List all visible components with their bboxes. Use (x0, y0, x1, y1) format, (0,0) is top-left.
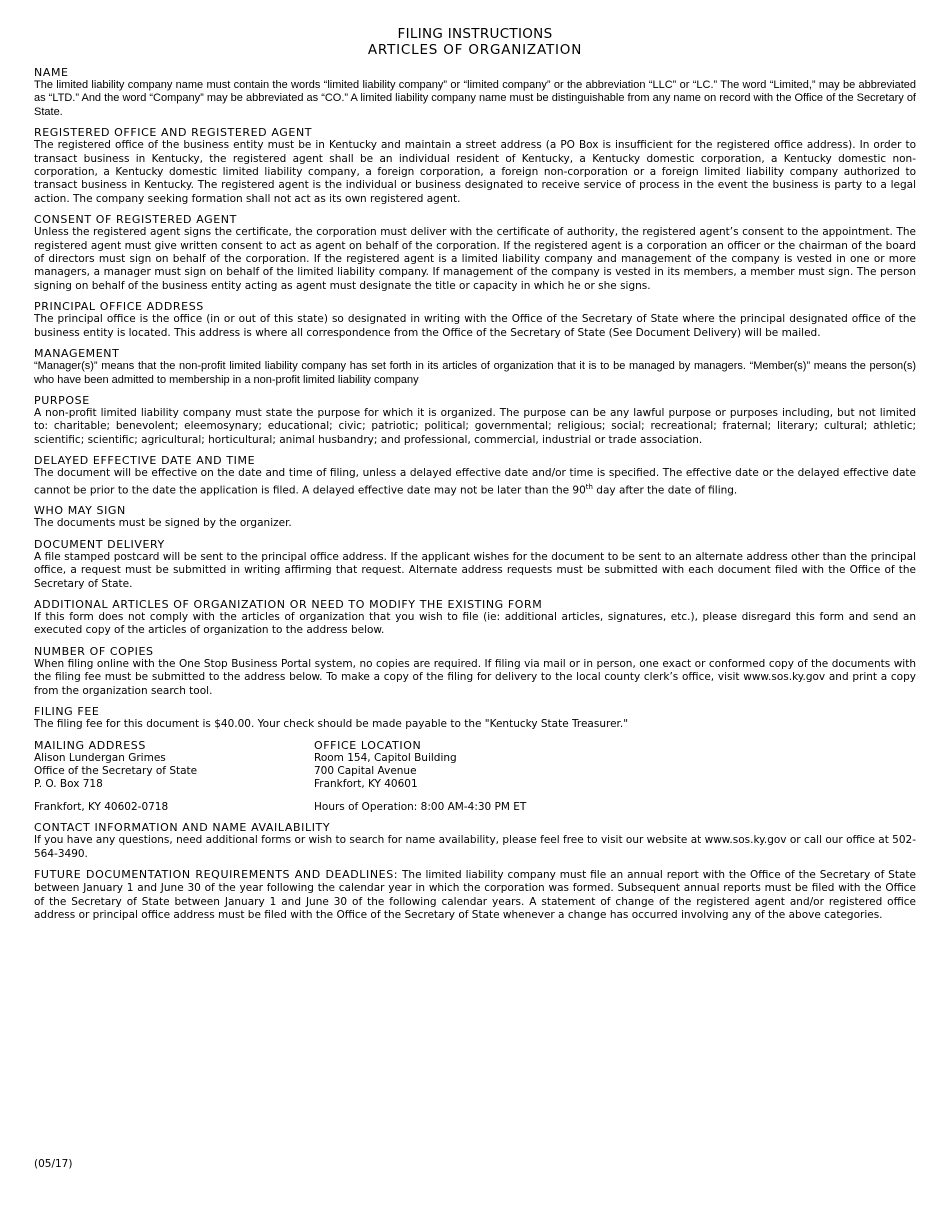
section-heading: DOCUMENT DELIVERY (34, 537, 165, 551)
address-block (34, 739, 916, 815)
section-name (34, 66, 916, 119)
section-text: A file stamped postcard will be sent to the principal office address. If the applicant wishes for the document to be sent to an alternate address other than the principal office, a request must be submitted in writing affirming that request. Alternate address requests must be submitted with each document filed with the Office of the Secretary of State. (34, 550, 916, 590)
text-before: The document will be effective on the date and time of filing, unless a delayed effective date and/or time is specified. The effective date or the delayed effective date cannot be prior to the date the application is filed. A delayed effective date may not be later than the 90 (34, 467, 916, 497)
section-text (34, 467, 916, 497)
office-line: 700 Capital Avenue (314, 764, 417, 777)
section-purpose (34, 394, 916, 447)
section-who-may-sign (34, 504, 916, 530)
section-filing-fee (34, 705, 916, 731)
section-heading: FILING FEE (34, 705, 100, 719)
section-text: The limited liability company name must contain the words “limited liability company” or “limited company” or the abbreviation “LLC” or “LC.” The word “Limited,” may be abbreviated as “LTD.” And the word “Company” may be abbreviated as “CO.” A limited liability company name must be distinguishable from any name on record with the Office of the Secretary of State. (34, 79, 916, 118)
section-text: “Manager(s)” means that the non-profit limited liability company has set forth in its articles of organization that it is to be managed by managers. “Member(s)” means the person(s) who have been admitted to membership in a non-profit limited liability company (34, 360, 916, 386)
section-document-delivery (34, 538, 916, 591)
title-line-1: FILING INSTRUCTIONS (397, 26, 553, 42)
office-hours: Hours of Operation: 8:00 AM-4:30 PM ET (314, 800, 527, 813)
section-text: Unless the registered agent signs the certificate, the corporation must deliver with the certificate of authority, the registered agent’s consent to the appointment. The registered agent must give written consent to act as agent on behalf of the corporation. If the registered agent is a corporation an officer or the chairman of the board of directors must sign on behalf of the corporation. If the registered agent is a limited liability company and management of the company is vested in one or more managers, a manager must sign on behalf of the limited liability company. If management of the company is vested in its members, a member must sign. The person signing on behalf of the business entity acting as agent must designate the title or capacity in which he or she signs. (34, 226, 916, 292)
section-text: The filing fee for this document is $40.00. Your check should be made payable to the "Kentucky State Treasurer." (34, 718, 629, 731)
section-principal-office (34, 300, 916, 340)
section-heading: FUTURE DOCUMENTATION REQUIREMENTS AND DEADLINES: (34, 867, 399, 881)
section-future-requirements (34, 868, 916, 923)
mailing-line: P. O. Box 718 (34, 778, 103, 791)
section-text: The principal office is the office (in or out of this state) so designated in writing with the Office of the Secretary of State where the principal designated office of the business entity is located. This address is where all correspondence from the Office of the Secretary of State (See Document Delivery) will be mailed. (34, 313, 916, 339)
section-text: A non-profit limited liability company must state the purpose for which it is organized. The purpose can be any lawful purpose or purposes including, but not limited to: charitable; benevolent; eleemosynary; educational; civic; patriotic; political; governmental; religious; social; recreational; fraternal; literary; cultural; athletic; scientific; scientific; agricultural; horticultural; animal husbandry; and professional, commercial, industrial or trade association. (34, 406, 916, 446)
mailing-address (34, 739, 314, 815)
mailing-line: Office of the Secretary of State (34, 764, 198, 777)
section-management (34, 347, 916, 387)
text-after: day after the date of filing. (592, 484, 738, 497)
title-line-2: ARTICLES OF ORGANIZATION (367, 42, 583, 58)
section-heading: PURPOSE (34, 393, 90, 407)
section-heading: ADDITIONAL ARTICLES OF ORGANIZATION OR NEED TO MODIFY THE EXISTING FORM (34, 598, 543, 612)
section-heading: PRINCIPAL OFFICE ADDRESS (34, 300, 204, 314)
office-heading: OFFICE LOCATION (314, 738, 422, 752)
section-text: If you have any questions, need additional forms or wish to search for name availability, please feel free to visit our website at www.sos.ky.gov or call our office at 502-564-3490. (34, 834, 916, 860)
page-title (34, 26, 916, 58)
section-heading: MANAGEMENT (34, 347, 120, 361)
section-heading: REGISTERED OFFICE AND REGISTERED AGENT (34, 126, 313, 140)
section-registered-office (34, 126, 916, 206)
section-text (34, 868, 916, 923)
section-heading: CONTACT INFORMATION AND NAME AVAILABILITY (34, 821, 331, 835)
section-number-of-copies (34, 645, 916, 698)
mailing-line: Alison Lundergan Grimes (34, 751, 166, 764)
section-text: The documents must be signed by the organizer. (34, 517, 292, 530)
future-text: The limited liability company must file an annual report with the Office of the Secretary of State between January 1 and June 30 of the year following the calendar year in which the corporation was formed. Subsequent annual reports must be filed with the Office of the Secretary of State between January 1 and June 30 of the following calendar years. A statement of change of the registered agent and/or registered office address or principal office address must be filed with the Office of the Secretary of State whenever a change has occurred involving any of the above categories. (34, 868, 916, 922)
section-heading: NAME (34, 66, 69, 79)
section-delayed-effective-date (34, 454, 916, 497)
section-text: If this form does not comply with the articles of organization that you wish to file (ie: additional articles, signatures, etc.), please disregard this form and send an executed copy of the articles of organization to the address below. (34, 611, 916, 637)
office-line: Frankfort, KY 40601 (314, 778, 418, 791)
section-additional-articles (34, 598, 916, 638)
ordinal-suffix: th (585, 482, 593, 491)
revision-date: (05/17) (34, 1158, 73, 1170)
section-heading: CONSENT OF REGISTERED AGENT (34, 213, 237, 227)
section-contact (34, 821, 916, 861)
section-heading: DELAYED EFFECTIVE DATE AND TIME (34, 454, 256, 468)
section-heading: WHO MAY SIGN (34, 504, 126, 518)
office-line: Room 154, Capitol Building (314, 751, 457, 764)
section-heading: NUMBER OF COPIES (34, 644, 154, 658)
section-consent (34, 213, 916, 293)
office-location (314, 739, 614, 815)
mailing-line: Frankfort, KY 40602-0718 (34, 800, 169, 813)
section-text: When filing online with the One Stop Business Portal system, no copies are required. If filing via mail or in person, one exact or conformed copy of the documents with the filing fee must be submitted to the address below. To make a copy of the filing for delivery to the local county clerk’s office, visit www.sos.ky.gov and print a copy from the organization search tool. (34, 657, 916, 697)
section-text: The registered office of the business entity must be in Kentucky and maintain a street address (a PO Box is insufficient for the registered office address). In order to transact business in Kentucky, the registered agent shall be an individual resident of Kentucky, a Kentucky domestic corporation, a Kentucky domestic non-corporation, a Kentucky domestic limited liability company, a foreign corporation, a foreign non-corporation or a foreign limited liability company authorized to transact business in Kentucky. The registered agent is the individual or business designated to receive service of process in the event the business is party to a legal action. The company seeking formation shall not act as its own registered agent. (34, 139, 916, 205)
mailing-heading: MAILING ADDRESS (34, 738, 146, 752)
